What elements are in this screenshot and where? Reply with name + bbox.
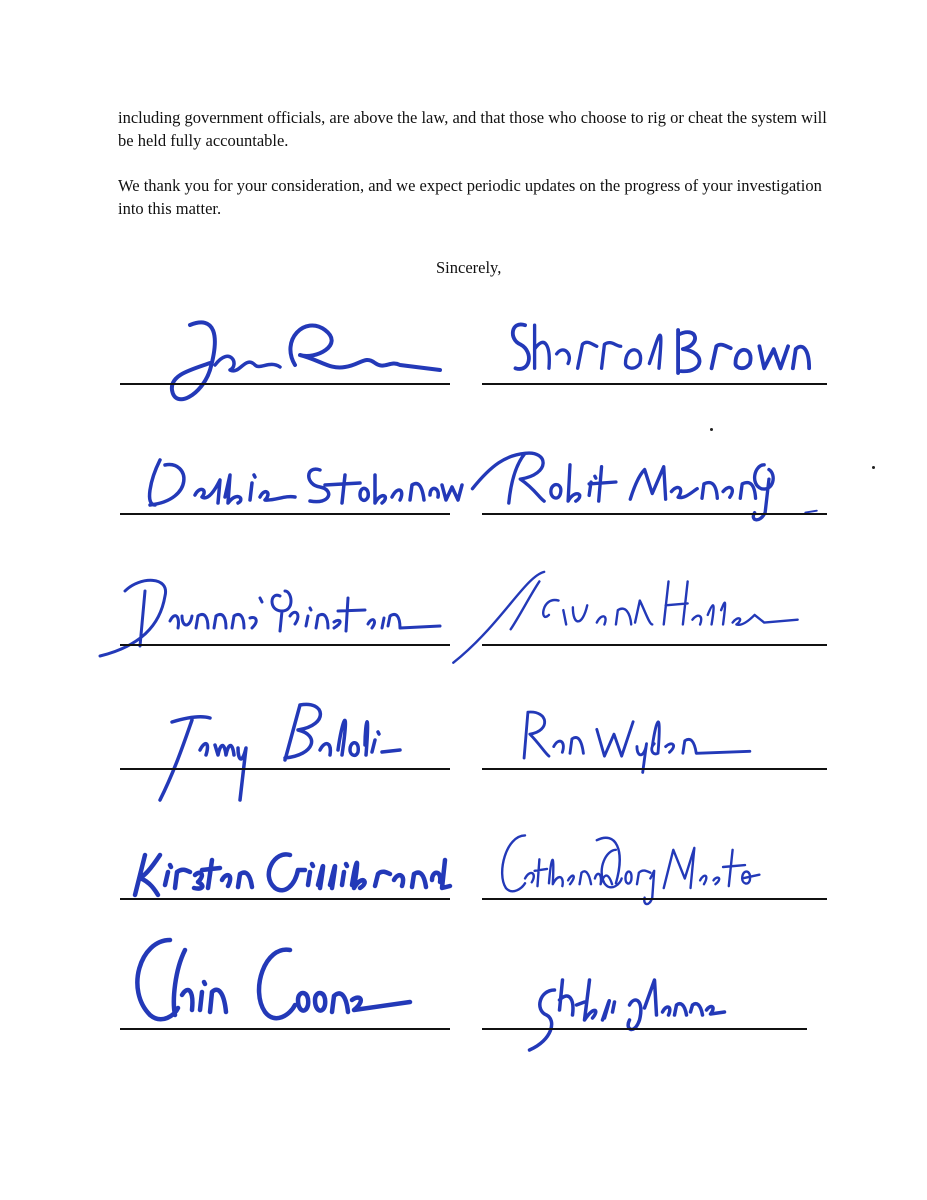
signature-block — [482, 536, 812, 646]
signature-line — [482, 768, 827, 770]
signature-line — [120, 898, 450, 900]
closing-salutation: Sincerely, — [436, 258, 502, 277]
signature-line — [482, 644, 827, 646]
signature-line — [482, 513, 827, 515]
signature-block — [120, 275, 450, 385]
signature-sheldon-whitehouse — [482, 920, 812, 1030]
signature-line — [482, 1028, 807, 1030]
signature-line — [120, 383, 450, 385]
scan-speck — [710, 428, 713, 431]
signature-block — [482, 275, 812, 385]
signature-debbie-stabenow — [120, 405, 450, 515]
signature-dianne-feinstein — [120, 536, 450, 646]
signature-line — [120, 1028, 450, 1030]
signature-line — [120, 768, 450, 770]
signature-block — [120, 660, 450, 770]
signature-line — [120, 644, 450, 646]
signature-line — [482, 898, 827, 900]
signature-chris-van-hollen — [482, 536, 812, 646]
signature-block — [482, 920, 812, 1030]
scan-speck — [872, 466, 875, 469]
signature-block — [120, 790, 450, 900]
body-paragraph: including government officials, are above the law, and that those who choose to rig or cheat the system will be held fully accountable. — [118, 108, 827, 150]
signature-catherine-cortez-masto — [482, 790, 812, 900]
signature-line — [120, 513, 450, 515]
signature-block — [482, 660, 812, 770]
signature-kirsten-gillibrand — [120, 790, 450, 900]
signature-block — [482, 790, 812, 900]
signature-ron-wyden — [482, 660, 812, 770]
body-paragraph: We thank you for your consideration, and we expect periodic updates on the progress of your investigation into this matter. — [118, 176, 822, 218]
signature-block — [120, 405, 450, 515]
signature-block — [482, 405, 812, 515]
signature-block — [120, 536, 450, 646]
signature-sherrod-brown — [482, 275, 812, 385]
signature-jack-reed — [120, 275, 450, 385]
signature-line — [482, 383, 827, 385]
signature-robert-menendez — [482, 405, 812, 515]
signature-tammy-baldwin — [120, 660, 450, 770]
signature-block — [120, 920, 450, 1030]
signature-chris-coons — [120, 920, 450, 1030]
